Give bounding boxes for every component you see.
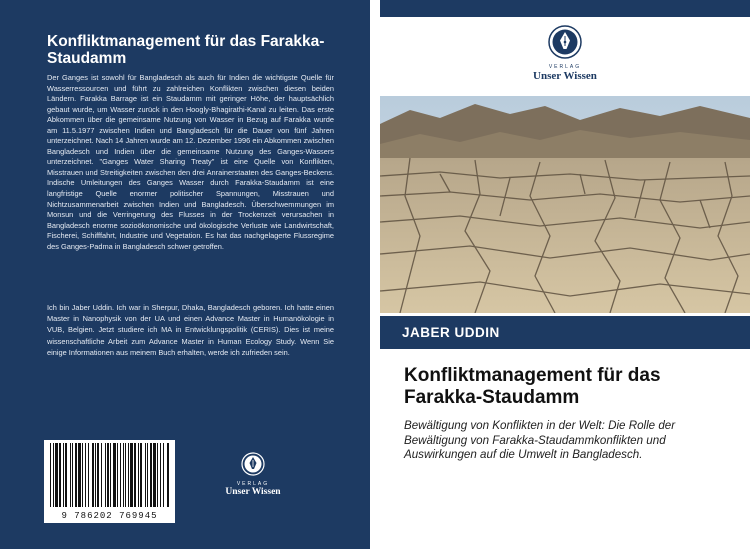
publisher-logo-front	[520, 25, 610, 82]
publisher-brand: Unser Wissen	[533, 70, 597, 82]
back-cover-description: Der Ganges ist sowohl für Bangladesch als auch für Indien die wichtigste Quelle für Wasserressourcen und führt zu zahlreichen Konflikten zwischen diesen beiden Ländern. Farakka Barrage ist ein Staudamm mit geringer Höhe, der hauptsächlich gebaut wurde, um Wasser zurück in den Hoogly-Bhagirathi-Kanal zu leiten. Das erste Abkommen über die gemeinsame Nutzung von Wasser in Bezug auf Farakka wurde am 11.5.1977 zwischen Indien und Bangladesch für die Dauer von fünf Jahren unterzeichnet. Nach 14 Jahren wurde am 12. Dezember 1996 ein Abkommen zwischen Bangladesch und Indien über die gemeinsame Nutzung des Ganges-Wassers unterzeichnet. "Ganges Water Sharing Treaty" ist eine Quelle von Konflikten, Misstrauen und Streitigkeiten zwischen den drei Anrainerstaaten des Ganges-Beckens. Indische Umleitungen des Ganges Wasser durch Farakka-Staudamm ist eine langfristige Quelle enormer politischer Spannungen, Misstrauen und Nichtzusammenarbeit zwischen Indien und Bangladesch. Überschwemmungen im Monsun und die Verringerung des Flusses in der Trockenzeit verursachen in Bangladesch enorme sozioökonomische und ökologische Verluste wie Landwirtschaft, Fischerei, Schifffahrt, Industrie und Vegetation. Es hat das nachgelagerte Flussregime des Ganges-Padma in Bangladesch schwer getroffen.	[47, 73, 334, 251]
back-cover	[0, 0, 370, 549]
front-cover	[380, 0, 750, 549]
fountain-pen-nib-icon	[548, 25, 582, 59]
author-name: JABER UDDIN	[402, 325, 500, 340]
verlag-label: VERLAG	[548, 64, 582, 70]
spine	[370, 0, 380, 549]
publisher-logo-back	[216, 452, 290, 497]
back-cover-title: Konfliktmanagement für das Farakka-Staudamm	[47, 33, 325, 67]
cracked-dry-riverbed-photo	[380, 96, 750, 313]
author-bio: Ich bin Jaber Uddin. Ich war in Sherpur, Dhaka, Bangladesch geboren. Ich hatte einen Master in Nanophysik von der UA und einen Advance Master in Humanökologie in VUB, Belgien. Jetzt studiere ich MA in Entwicklungspolitik (CERIS). Dies ist meine wissenschaftliche Arbeit zum Advance Master in Human Ecology Study. Wenn Sie einige Informationen aus meinem Buch erhalten, werde ich zufrieden sein.	[47, 303, 334, 357]
verlag-label: VERLAG	[236, 481, 270, 487]
author-bar	[380, 316, 750, 349]
front-cover-subtitle: Bewältigung von Konflikten in der Welt: Die Rolle der Bewältigung von Farakka-Staudammkonflikten und Auswirkungen auf die Umwelt in Bangladesch.	[404, 419, 676, 461]
front-top-bar	[380, 0, 750, 17]
isbn-digits: 9 786202 769945	[61, 511, 158, 521]
front-cover-title: Konfliktmanagement für das Farakka-Staudamm	[404, 365, 661, 408]
isbn-barcode	[44, 440, 175, 523]
fountain-pen-nib-icon	[241, 452, 265, 476]
barcode-bars	[48, 443, 171, 507]
publisher-brand: Unser Wissen	[225, 487, 281, 497]
